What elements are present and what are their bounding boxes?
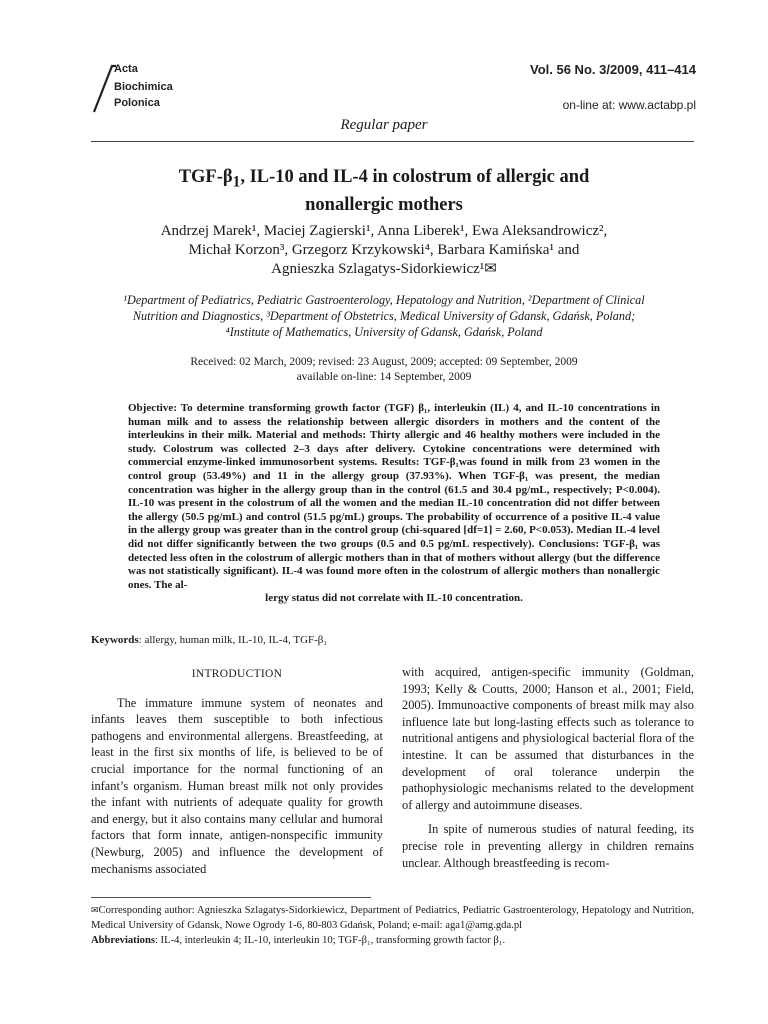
title-line-2: nonallergic mothers	[305, 194, 463, 215]
intro-paragraph-2: with acquired, antigen-specific immunity (Goldman, 1993; Kelly & Coutts, 2000; Hanson et al., 2001; Field, 2005). Immunoactive components of breast milk may also influence late but long-lasting effects such as tolerance to nutritional antigens and physiological bacterial flora of the intestine. It can be assumed that disturbances in the development of oral tolerance underpin the pathophysiologic mechanisms related to the development of allergy and autoimmune diseases.	[402, 665, 694, 812]
online-url[interactable]: on-line at: www.actabp.pl	[562, 98, 696, 112]
logo-line-1: Acta	[114, 63, 138, 75]
author-list	[110, 222, 658, 279]
affiliations	[96, 292, 672, 340]
intro-paragraph-3: In spite of numerous studies of natural feeding, its precise role in preventing allergy in children remains unclear. Although breastfeeding is recom-	[402, 822, 694, 870]
authors-line-1: Andrzej Marek¹, Maciej Zagierski¹, Anna Liberek¹, Ewa Aleksandrowicz²,	[160, 223, 608, 239]
logo-line-3: Polonica	[114, 97, 160, 109]
dates-online: available on-line: 14 September, 2009	[296, 371, 472, 383]
authors-line-3: Agnieszka Szlagatys-Sidorkiewicz¹✉	[271, 261, 497, 277]
header-divider	[91, 141, 694, 142]
section-heading-introduction: INTRODUCTION	[191, 668, 283, 680]
article-title	[120, 166, 648, 216]
paper-type: Regular paper	[340, 117, 428, 133]
abstract-body: Objective: To determine transforming growth factor (TGF) β₁, interleukin (IL) 4, and IL-10 concentrations in human milk and to assess the relationship between allergic disorders in mothers and the content of the interleukins in their milk. Material and methods: Thirty allergic and 46 healthy mothers were included in the study. Colostrum was collected 2–3 days after delivery. Cytokine concentrations were determined with commercial enzyme-linked immunosorbent systems. Results: TGF-β₁was found in milk from 23 women in the control group (53.49%) and 11 in the allergy group (37.93%). When TGF-β₁ was present, the median concentration was higher in the allergy group than in the control (61.5 and 30.4 pg/mL, respectively; P<0.004). IL-10 was present in the colostrum of all the women and the median IL-10 concentration did not differ between the allergy (50.5 pg/mL) and control (51.5 pg/mL) groups. The probability of occurrence of a positive IL-4 value in the allergy group was greater than in the control group (chi-squared [df=1] = 2.60, P<0.053). Median IL-4 level did not differ significantly between the two groups (0.5 and 0.5 pg/mL respectively). Conclusions: TGF-β₁ was detected less often in the colostrum of allergic mothers than in that of mothers without allergy (but the difference was not statistically significant). IL-4 was found more often in the colostrum of allergic mothers than nonallergic ones. The al-	[128, 402, 660, 591]
abbreviations-text: : IL-4, interleukin 4; IL-10, interleukin 10; TGF-β₁, transforming growth factor β₁.	[154, 935, 506, 946]
keywords	[91, 633, 694, 647]
abstract-last-line: lergy status did not correlate with IL-10 concentration.	[265, 592, 523, 605]
footnote-divider	[91, 897, 371, 898]
abstract	[128, 402, 660, 606]
title-part-1: TGF-β	[178, 167, 233, 187]
journal-logo	[90, 60, 230, 116]
column-left	[91, 664, 383, 877]
keywords-text: : allergy, human milk, IL-10, IL-4, TGF-β₁	[138, 634, 328, 646]
dates-received: Received: 02 March, 2009; revised: 23 August, 2009; accepted: 09 September, 2009	[190, 356, 578, 368]
corresponding-text: Corresponding author: Agnieszka Szlagatys-Sidorkiewicz, Department of Pediatrics, Pediatric Gastroenterology, Hepatology and Nutrition, Medical University of Gdansk, Nowe Ogrody 1-6, 80-803 Gdańsk, Poland; e-mail: aga1@amg.gda.pl	[91, 905, 694, 931]
corresponding-author-note	[91, 903, 694, 933]
publication-dates	[96, 355, 672, 385]
intro-paragraph-1: The immature immune system of neonates and infants leaves them susceptible to both infectious pathogens and environmental allergens. Breastfeeding, at least in the first six months of life, is believed to be of crucial importance for the normal functioning of an infant’s organism. Human breast milk not only provides the infant with nutrients of adequate quality for growth and energy, but it also contains many cellular and humoral factors that form innate, antigen-nonspecific immunity (Newburg, 2005) and influence the development of mechanisms associated	[91, 695, 383, 876]
affiliation-line-2: Nutrition and Diagnostics, ³Department of Obstetrics, Medical University of Gdansk, Gdańsk, Poland;	[132, 309, 636, 323]
title-subscript: 1	[232, 173, 241, 191]
authors-line-2: Michał Korzon³, Grzegorz Krzykowski⁴, Barbara Kamińska¹ and	[188, 242, 580, 258]
footnotes	[91, 903, 694, 948]
keywords-label: Keywords	[91, 634, 139, 646]
title-part-2: , IL-10 and IL-4 in colostrum of allergic and	[240, 167, 590, 187]
affiliation-line-3: ⁴Institute of Mathematics, University of Gdansk, Gdańsk, Poland	[225, 325, 543, 339]
logo-line-2: Biochimica	[114, 81, 173, 93]
abbreviations-label: Abbreviations	[91, 935, 155, 946]
column-right	[402, 664, 694, 871]
envelope-icon: ✉	[91, 905, 99, 915]
volume-info: Vol. 56 No. 3/2009, 411–414	[530, 62, 696, 77]
abbreviations-note	[91, 933, 694, 948]
affiliation-line-1: ¹Department of Pediatrics, Pediatric Gastroenterology, Hepatology and Nutrition, ²Department of Clinical	[123, 293, 645, 307]
